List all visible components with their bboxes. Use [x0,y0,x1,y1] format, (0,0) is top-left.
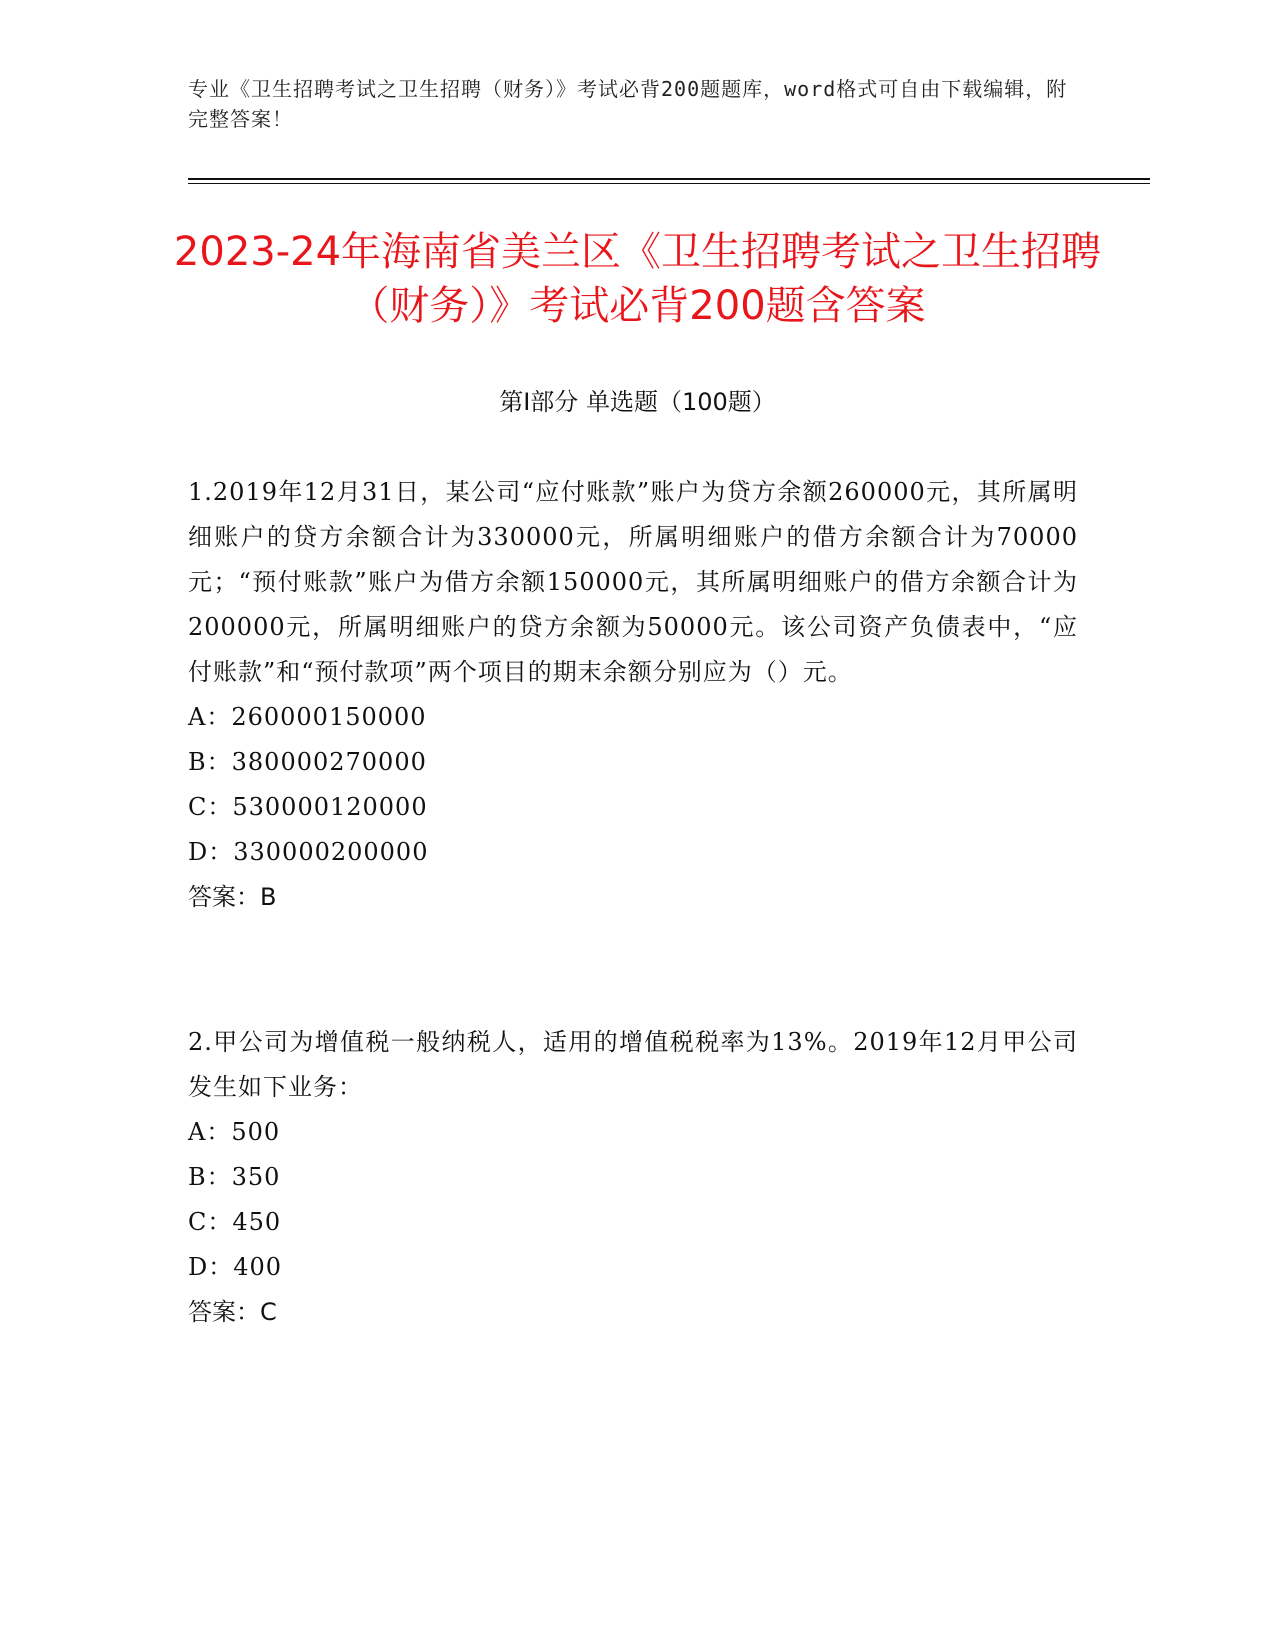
option-d: D：330000200000 [188,838,429,866]
option-c: C：450 [188,1208,282,1236]
document-title: 2023-24年海南省美兰区《卫生招聘考试之卫生招聘（财务）》考试必背200题含答案 [173,229,1102,329]
question-stem: 2.甲公司为增值税一般纳税人，适用的增值税税率为13%。2019年12月甲公司发生如下业务： [188,1028,1078,1101]
question-2 [188,1020,1078,1335]
answer: 答案：B [188,883,277,911]
option-b: B：380000270000 [188,748,427,776]
header-divider-thin [188,183,1150,184]
section-title: 第Ⅰ部分 单选题（100题） [499,388,776,416]
option-c: C：530000120000 [188,793,428,821]
header-divider-thick [188,178,1150,180]
answer: 答案：C [188,1298,277,1326]
option-a: A：260000150000 [188,703,427,731]
header-note: 专业《卫生招聘考试之卫生招聘（财务）》考试必背200题题库，word格式可自由下载编辑，附完整答案！ [188,77,1068,131]
option-d: D：400 [188,1253,283,1281]
question-1 [188,470,1078,920]
option-a: A：500 [188,1118,281,1146]
option-b: B：350 [188,1163,281,1191]
question-stem: 1.2019年12月31日，某公司“应付账款”账户为贷方余额260000元，其所属明细账户的贷方余额合计为330000元，所属明细账户的借方余额合计为70000元；“预付账款”账户为借方余额150000元，其所属明细账户的借方余额合计为200000元，所属明细账户的贷方余额为50000元。该公司资产负债表中，“应付账款”和“预付款项”两个项目的期末余额分别应为（）元。 [188,478,1078,686]
